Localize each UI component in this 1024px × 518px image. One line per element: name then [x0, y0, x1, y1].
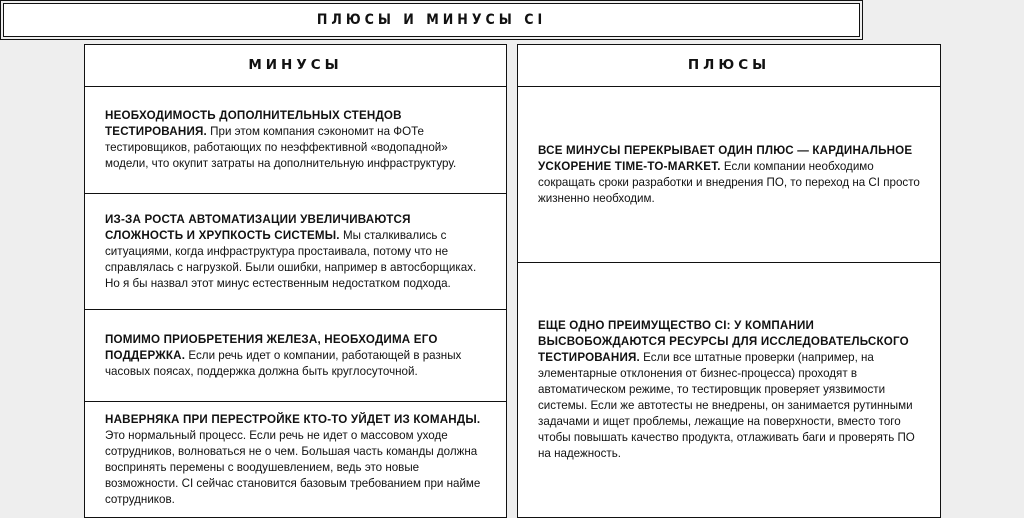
minuses-heading-box [84, 44, 507, 87]
plus-item-1-body: Если компании необходимо сокращать сроки разработки и внедрения ПО, то переход на CI просто жизненно необходим. [538, 159, 920, 205]
minus-item-1-bold: НЕОБХОДИМОСТЬ ДОПОЛНИТЕЛЬНЫХ СТЕНДОВ ТЕСТИРОВАНИЯ. [105, 109, 402, 138]
plus-item-1-bold: ВСЕ МИНУСЫ ПЕРЕКРЫВАЕТ ОДИН ПЛЮС — КАРДИНАЛЬНОЕ УСКОРЕНИЕ TIME-TO-MARKET. [538, 143, 913, 173]
minus-item-2-text [105, 212, 486, 292]
minus-item-4-bold: НАВЕРНЯКА ПРИ ПЕРЕСТРОЙКЕ КТО-ТО УЙДЕТ ИЗ КОМАНДЫ. [105, 412, 481, 426]
plus-item-1 [517, 86, 941, 263]
minus-item-3 [84, 309, 507, 402]
title-frame [0, 0, 863, 40]
minus-item-4-text [105, 412, 486, 508]
plus-item-2-text [538, 318, 920, 462]
page-title: ПЛЮСЫ И МИНУСЫ CI [3, 3, 860, 37]
minus-item-2 [84, 193, 507, 310]
minus-item-3-body: Если речь идет о компании, работающей в разных часовых поясах, поддержка должна быть круглосуточной. [105, 348, 462, 378]
plus-item-2-body: Если все штатные проверки (например, на элементарные отклонения от бизнес-процесса) проходят в автоматическом режиме, то тестировщик проверяет уязвимости системы. Если же автотесты не внедрены, он занимается рутинными задачами и ищет проблемы, лежащие на поверхности, вместо того чтобы повышать качество продукта, отлаживать баги и проверять ПО на надежность. [538, 351, 915, 460]
minus-item-2-body: Мы сталкивались с ситуациями, когда инфраструктура простаивала, потому что не справлялась с нагрузкой. Были ошибки, например в автосборщиках. Но я бы назвал этот минус естественным недостатком подхода. [105, 228, 477, 290]
minus-item-1-text [105, 108, 486, 172]
minuses-heading: МИНУСЫ [85, 45, 506, 85]
minus-item-4-body: Это нормальный процесс. Если речь не идет о массовом уходе сотрудников, волноваться не о чем. Большая часть команды должна воспринять перемены с воодушевлением, ведь это новые возможности. CI сейчас становится базовым требованием при найме сотрудников. [105, 428, 481, 506]
plus-item-2-bold: ЕЩЕ ОДНО ПРЕИМУЩЕСТВО CI: У КОМПАНИИ ВЫСВОБОЖДАЮТСЯ РЕСУРСЫ ДЛЯ ИССЛЕДОВАТЕЛЬСКОГО ТЕСТИРОВАНИЯ. [538, 319, 909, 364]
minus-item-2-bold: ИЗ-ЗА РОСТА АВТОМАТИЗАЦИИ УВЕЛИЧИВАЮТСЯ СЛОЖНОСТЬ И ХРУПКОСТЬ СИСТЕМЫ. [105, 212, 411, 242]
minus-item-3-bold: ПОМИМО ПРИОБРЕТЕНИЯ ЖЕЛЕЗА, НЕОБХОДИМА ЕГО ПОДДЕРЖКА. [105, 332, 438, 362]
plus-item-2 [517, 262, 941, 518]
minus-item-1 [84, 86, 507, 194]
plus-item-1-text [538, 143, 920, 207]
minus-item-3-text [105, 332, 486, 380]
minus-item-1-body: При этом компания сэкономит на ФОТе тестировщиков, работающих по неэффективной «водопадной» модели, что окупит затраты на дополнительную инфраструктуру. [105, 125, 457, 170]
minus-item-4 [84, 401, 507, 518]
pluses-heading: ПЛЮСЫ [518, 45, 940, 85]
pluses-heading-box [517, 44, 941, 87]
